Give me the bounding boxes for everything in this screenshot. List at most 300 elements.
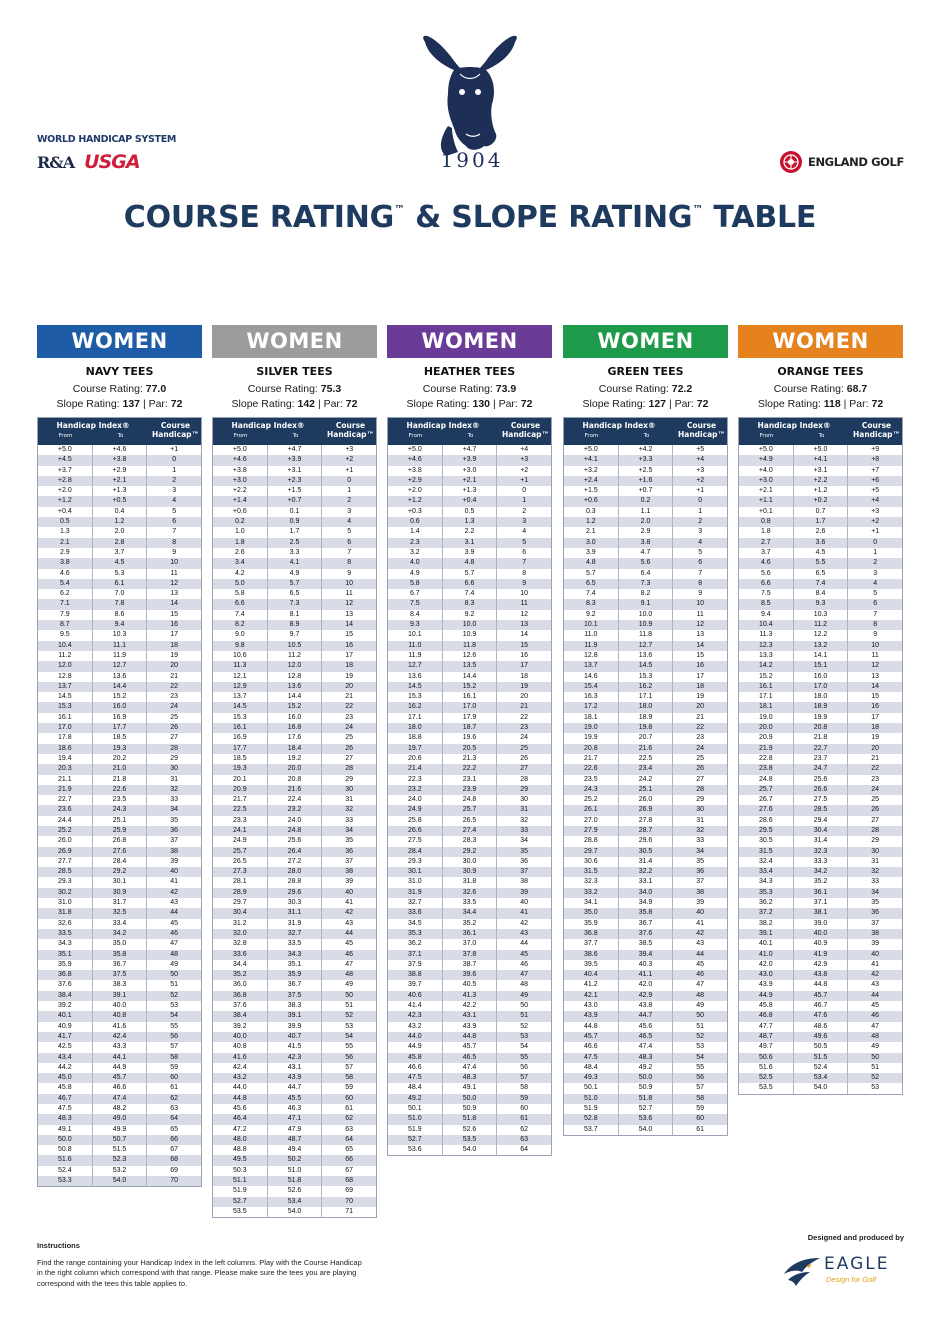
table-row: [564, 754, 727, 764]
from-cell: 48.7: [739, 1032, 794, 1042]
course-handicap-cell: 19: [696, 693, 705, 701]
to-cell: 20.8: [268, 775, 323, 785]
to-cell: 24.0: [268, 816, 323, 826]
course-handicap-cell: 19: [170, 651, 179, 659]
course-handicap-cell: 45: [170, 919, 179, 927]
from-cell: 6.7: [388, 589, 443, 599]
from-cell: 31.8: [38, 908, 93, 918]
to-cell: +1.2: [794, 486, 849, 496]
from-cell: 24.9: [388, 805, 443, 815]
table-row: [388, 991, 551, 1001]
to-cell: 11.8: [619, 630, 674, 640]
from-cell: 2.1: [564, 527, 619, 537]
course-handicap-cell: 9: [698, 590, 703, 598]
course-handicap-cell: 51: [871, 1063, 880, 1071]
to-cell: 31.8: [443, 877, 498, 887]
to-cell: 17.9: [443, 713, 498, 723]
table-row: [564, 775, 727, 785]
table-row: [388, 1032, 551, 1042]
course-handicap-cell: 25: [345, 734, 354, 742]
to-cell: 22.4: [268, 795, 323, 805]
from-cell: 8.3: [564, 599, 619, 609]
to-cell: 48.3: [443, 1073, 498, 1083]
to-cell: +2.5: [619, 466, 674, 476]
course-handicap-cell: 69: [345, 1187, 354, 1195]
to-cell: 44.8: [443, 1032, 498, 1042]
from-cell: 44.8: [213, 1094, 268, 1104]
from-cell: 5.8: [388, 579, 443, 589]
from-cell: 45.7: [564, 1032, 619, 1042]
from-cell: 10.4: [739, 620, 794, 630]
course-handicap-cell: 11: [170, 569, 178, 577]
course-handicap-cell: 48: [170, 950, 179, 958]
from-cell: 42.4: [213, 1063, 268, 1073]
course-handicap-cell: 60: [696, 1115, 705, 1123]
table-row: [739, 919, 902, 929]
table-row: [388, 661, 551, 671]
from-cell: 6.2: [38, 589, 93, 599]
from-cell: 42.3: [388, 1011, 443, 1021]
from-cell: 35.9: [564, 919, 619, 929]
course-handicap-cell: 27: [520, 765, 529, 773]
from-cell: 38.4: [213, 1011, 268, 1021]
table-row: [38, 620, 201, 630]
to-cell: 38.5: [619, 939, 674, 949]
course-handicap-cell: 31: [345, 796, 354, 804]
to-cell: 15.2: [443, 682, 498, 692]
course-handicap-cell: 66: [345, 1156, 354, 1164]
table-row: [564, 723, 727, 733]
from-cell: 51.9: [564, 1104, 619, 1114]
from-cell: 47.7: [739, 1022, 794, 1032]
course-handicap-cell: 71: [345, 1207, 354, 1215]
from-cell: 40.6: [388, 991, 443, 1001]
course-handicap-cell: 45: [871, 1002, 880, 1010]
course-handicap-header: Course Handicap™: [327, 421, 374, 439]
from-cell: 24.8: [739, 775, 794, 785]
table-row: [213, 1053, 376, 1063]
from-cell: +1.2: [38, 496, 93, 506]
to-cell: 16.0: [268, 713, 323, 723]
to-cell: 47.1: [268, 1114, 323, 1124]
table-row: [38, 661, 201, 671]
to-cell: 35.1: [268, 960, 323, 970]
to-cell: 28.4: [93, 857, 148, 867]
table-row: [213, 496, 376, 506]
table-row: [388, 455, 551, 465]
to-cell: 28.8: [268, 877, 323, 887]
course-handicap-cell: 44: [871, 991, 880, 999]
to-cell: 42.9: [619, 991, 674, 1001]
to-cell: 39.6: [443, 970, 498, 980]
from-cell: 34.3: [38, 939, 93, 949]
table-row: [38, 1166, 201, 1176]
from-cell: 16.9: [213, 733, 268, 743]
table-row: [739, 445, 902, 455]
from-cell: 49.1: [38, 1125, 93, 1135]
to-cell: 40.0: [794, 929, 849, 939]
course-handicap-cell: 8: [172, 538, 177, 546]
from-cell: 40.1: [739, 939, 794, 949]
table-row: [739, 980, 902, 990]
table-row: [739, 795, 902, 805]
table-row: [564, 744, 727, 754]
from-cell: 35.0: [564, 908, 619, 918]
from-cell: 53.5: [213, 1207, 268, 1217]
from-cell: 11.2: [38, 651, 93, 661]
table-row: [38, 507, 201, 517]
from-cell: 33.2: [564, 888, 619, 898]
course-handicap-cell: 12: [345, 600, 354, 608]
to-cell: 53.6: [619, 1114, 674, 1124]
from-cell: 7.5: [739, 589, 794, 599]
course-handicap-cell: 13: [170, 590, 179, 598]
slope-rating-value: 142: [297, 398, 316, 410]
slope-rating-line: Slope Rating: 137 | Par: 72: [56, 398, 183, 410]
from-cell: +5.0: [38, 445, 93, 455]
from-cell: 45.8: [38, 1083, 93, 1093]
from-cell: 50.0: [38, 1135, 93, 1145]
course-handicap-cell: 58: [345, 1074, 354, 1082]
from-cell: 19.0: [739, 713, 794, 723]
to-cell: 43.9: [443, 1022, 498, 1032]
from-cell: 13.3: [739, 651, 794, 661]
course-handicap-cell: 15: [871, 693, 880, 701]
to-cell: 50.9: [443, 1104, 498, 1114]
handicap-index-header: Handicap Index®: [582, 421, 656, 430]
table-header: [38, 418, 201, 445]
to-cell: 6.1: [93, 579, 148, 589]
course-handicap-cell: 3: [347, 507, 352, 515]
to-cell: 24.8: [443, 795, 498, 805]
course-rating-value: 75.3: [320, 383, 342, 395]
course-handicap-cell: 22: [696, 724, 705, 732]
to-cell: 39.1: [93, 991, 148, 1001]
table-row: [564, 950, 727, 960]
from-cell: 32.7: [388, 898, 443, 908]
to-cell: 0.2: [619, 496, 674, 506]
course-handicap-cell: 0: [172, 456, 177, 464]
to-cell: 10.3: [93, 630, 148, 640]
from-cell: 21.9: [38, 785, 93, 795]
course-handicap-cell: 30: [345, 785, 354, 793]
to-cell: 37.1: [794, 898, 849, 908]
table-row: [213, 1145, 376, 1155]
course-handicap-cell: 0: [698, 497, 703, 505]
course-handicap-cell: 22: [520, 713, 529, 721]
table-row: [213, 1166, 376, 1176]
course-handicap-cell: 47: [170, 940, 179, 948]
table-row: [213, 1125, 376, 1135]
course-handicap-cell: 25: [696, 754, 705, 762]
to-cell: 3.6: [794, 538, 849, 548]
to-cell: 16.1: [443, 692, 498, 702]
course-handicap-cell: 38: [520, 878, 529, 886]
from-cell: 14.5: [213, 702, 268, 712]
to-cell: 52.4: [794, 1063, 849, 1073]
from-cell: 27.9: [564, 826, 619, 836]
from-cell: 12.3: [739, 641, 794, 651]
table-row: [564, 867, 727, 877]
to-cell: 52.3: [93, 1155, 148, 1165]
table-row: [38, 908, 201, 918]
course-handicap-cell: 43: [871, 981, 880, 989]
course-handicap-cell: 27: [345, 754, 354, 762]
to-cell: 36.7: [619, 919, 674, 929]
course-handicap-cell: 20: [696, 703, 705, 711]
course-handicap-cell: 64: [170, 1115, 179, 1123]
from-cell: 10.4: [38, 641, 93, 651]
course-handicap-cell: 11: [871, 651, 879, 659]
from-cell: 42.5: [38, 1042, 93, 1052]
course-handicap-cell: 7: [698, 569, 703, 577]
course-handicap-cell: 56: [170, 1032, 179, 1040]
table-row: [38, 1001, 201, 1011]
from-cell: 50.3: [213, 1166, 268, 1176]
table-row: [38, 733, 201, 743]
table-row: [739, 548, 902, 558]
course-handicap-cell: 15: [170, 610, 179, 618]
tee-banner: WOMEN: [563, 325, 728, 358]
from-cell: 4.8: [564, 558, 619, 568]
from-cell: 26.1: [564, 805, 619, 815]
course-handicap-cell: 24: [170, 703, 179, 711]
course-handicap-cell: 70: [170, 1177, 179, 1185]
from-cell: 39.2: [38, 1001, 93, 1011]
course-handicap-cell: 61: [520, 1115, 529, 1123]
course-handicap-cell: 1: [873, 548, 878, 556]
table-row: [564, 1042, 727, 1052]
table-row: [739, 836, 902, 846]
table-row: [739, 702, 902, 712]
from-cell: 1.4: [388, 527, 443, 537]
table-row: [38, 1176, 201, 1186]
to-cell: +3.1: [268, 466, 323, 476]
from-cell: 8.2: [213, 620, 268, 630]
to-cell: 41.9: [794, 950, 849, 960]
to-cell: 43.9: [268, 1073, 323, 1083]
to-cell: 41.5: [268, 1042, 323, 1052]
table-row: [213, 733, 376, 743]
course-handicap-cell: 30: [696, 806, 705, 814]
founded-year: 1904: [440, 148, 504, 172]
table-row: [564, 517, 727, 527]
from-header: From: [408, 433, 423, 439]
table-row: [213, 980, 376, 990]
table-row: [388, 836, 551, 846]
from-cell: 53.5: [739, 1083, 794, 1093]
to-cell: 14.1: [794, 651, 849, 661]
from-cell: 31.0: [388, 877, 443, 887]
from-cell: 16.3: [564, 692, 619, 702]
rose-icon: [779, 150, 803, 174]
table-row: [213, 641, 376, 651]
from-cell: 44.8: [564, 1022, 619, 1032]
to-cell: 52.7: [619, 1104, 674, 1114]
course-handicap-cell: 4: [698, 538, 703, 546]
to-cell: 27.6: [93, 847, 148, 857]
from-cell: 48.4: [564, 1063, 619, 1073]
from-cell: 7.4: [213, 610, 268, 620]
course-handicap-cell: 36: [520, 857, 529, 865]
from-cell: 51.6: [739, 1063, 794, 1073]
from-cell: 24.1: [213, 826, 268, 836]
table-row: [38, 579, 201, 589]
table-row: [38, 991, 201, 1001]
to-cell: 44.7: [619, 1011, 674, 1021]
to-cell: 8.6: [93, 610, 148, 620]
table-row: [564, 1125, 727, 1135]
course-handicap-cell: 31: [520, 806, 529, 814]
to-cell: 54.0: [93, 1176, 148, 1186]
from-cell: 2.6: [213, 548, 268, 558]
to-cell: 23.2: [268, 805, 323, 815]
course-handicap-cell: 37: [696, 878, 705, 886]
course-handicap-cell: 13: [696, 631, 705, 639]
to-cell: 39.1: [268, 1011, 323, 1021]
course-handicap-cell: 58: [520, 1084, 529, 1092]
from-cell: 3.9: [564, 548, 619, 558]
table-row: [388, 1022, 551, 1032]
table-row: [213, 579, 376, 589]
course-handicap-cell: 41: [696, 919, 705, 927]
table-row: [38, 496, 201, 506]
table-row: [564, 991, 727, 1001]
course-handicap-cell: 32: [871, 868, 880, 876]
course-handicap-cell: 42: [520, 919, 529, 927]
to-cell: 17.7: [93, 723, 148, 733]
from-cell: 46.7: [38, 1094, 93, 1104]
table-row: [388, 1114, 551, 1124]
table-row: [38, 682, 201, 692]
to-cell: 47.4: [443, 1063, 498, 1073]
table-row: [213, 610, 376, 620]
to-cell: 46.5: [443, 1053, 498, 1063]
course-handicap-cell: 24: [345, 724, 354, 732]
table-row: [739, 1032, 902, 1042]
table-row: [388, 795, 551, 805]
to-cell: 33.1: [619, 877, 674, 887]
from-cell: 35.3: [739, 888, 794, 898]
from-cell: 49.3: [564, 1073, 619, 1083]
table-row: [388, 692, 551, 702]
course-handicap-cell: 2: [698, 518, 703, 526]
from-cell: 1.8: [739, 527, 794, 537]
from-cell: 41.0: [739, 950, 794, 960]
course-handicap-cell: 59: [345, 1084, 354, 1092]
course-handicap-cell: 26: [170, 724, 179, 732]
course-handicap-cell: 5: [347, 528, 352, 536]
to-cell: 30.9: [93, 888, 148, 898]
from-cell: 18.5: [213, 754, 268, 764]
tee-column: [212, 325, 377, 1218]
from-cell: 9.4: [739, 610, 794, 620]
table-row: [388, 898, 551, 908]
course-handicap-cell: 40: [696, 909, 705, 917]
from-cell: 15.2: [739, 672, 794, 682]
course-handicap-cell: 11: [520, 600, 528, 608]
to-cell: 23.1: [443, 775, 498, 785]
to-cell: 25.6: [268, 836, 323, 846]
course-handicap-cell: 24: [871, 785, 880, 793]
table-row: [739, 682, 902, 692]
from-cell: 21.7: [213, 795, 268, 805]
handicap-index-header: Handicap Index®: [231, 421, 305, 430]
table-row: [739, 599, 902, 609]
course-handicap-cell: 42: [871, 971, 880, 979]
table-row: [38, 960, 201, 970]
from-cell: +3.2: [564, 466, 619, 476]
course-handicap-cell: 60: [345, 1094, 354, 1102]
to-cell: +1.3: [93, 486, 148, 496]
to-cell: 46.7: [794, 1001, 849, 1011]
from-cell: 29.3: [388, 857, 443, 867]
to-cell: 51.8: [443, 1114, 498, 1124]
table-row: [213, 877, 376, 887]
to-cell: 51.8: [268, 1176, 323, 1186]
course-handicap-cell: 37: [871, 919, 880, 927]
from-cell: 38.4: [38, 991, 93, 1001]
to-cell: 49.9: [93, 1125, 148, 1135]
to-cell: 8.2: [619, 589, 674, 599]
course-handicap-cell: 32: [520, 816, 529, 824]
from-cell: 32.0: [213, 929, 268, 939]
course-handicap-cell: 42: [170, 888, 179, 896]
handicap-table: [212, 417, 377, 1218]
from-cell: +4.6: [388, 455, 443, 465]
to-cell: 39.9: [268, 1022, 323, 1032]
from-cell: 20.3: [38, 764, 93, 774]
to-cell: +3.9: [268, 455, 323, 465]
table-row: [564, 548, 727, 558]
to-cell: 29.2: [443, 847, 498, 857]
course-handicap-cell: 18: [345, 662, 354, 670]
course-handicap-cell: 54: [170, 1012, 179, 1020]
table-row: [739, 507, 902, 517]
table-row: [564, 682, 727, 692]
table-row: [388, 589, 551, 599]
table-row: [213, 970, 376, 980]
to-cell: 39.0: [794, 919, 849, 929]
course-rating-line: Course Rating: 75.3: [247, 383, 342, 395]
course-handicap-header: Course Handicap™: [853, 421, 900, 439]
course-handicap-cell: 26: [696, 765, 705, 773]
table-row: [564, 898, 727, 908]
course-handicap-cell: 19: [345, 672, 354, 680]
to-cell: 22.7: [794, 744, 849, 754]
course-handicap-cell: 34: [696, 847, 705, 855]
course-handicap-cell: 12: [696, 621, 705, 629]
to-cell: +0.5: [93, 496, 148, 506]
to-cell: 36.7: [268, 980, 323, 990]
table-row: [739, 1063, 902, 1073]
table-header: [564, 418, 727, 445]
to-cell: 12.8: [268, 672, 323, 682]
from-cell: 30.5: [739, 836, 794, 846]
to-cell: 45.5: [268, 1094, 323, 1104]
to-cell: 30.1: [93, 877, 148, 887]
table-row: [564, 888, 727, 898]
table-row: [38, 1135, 201, 1145]
course-handicap-cell: 33: [696, 837, 705, 845]
course-handicap-cell: 16: [871, 703, 880, 711]
table-row: [38, 476, 201, 486]
from-cell: 12.8: [38, 672, 93, 682]
to-cell: 54.0: [443, 1145, 498, 1155]
from-cell: 20.9: [213, 785, 268, 795]
eagle-icon: [782, 1252, 822, 1288]
table-row: [213, 1104, 376, 1114]
